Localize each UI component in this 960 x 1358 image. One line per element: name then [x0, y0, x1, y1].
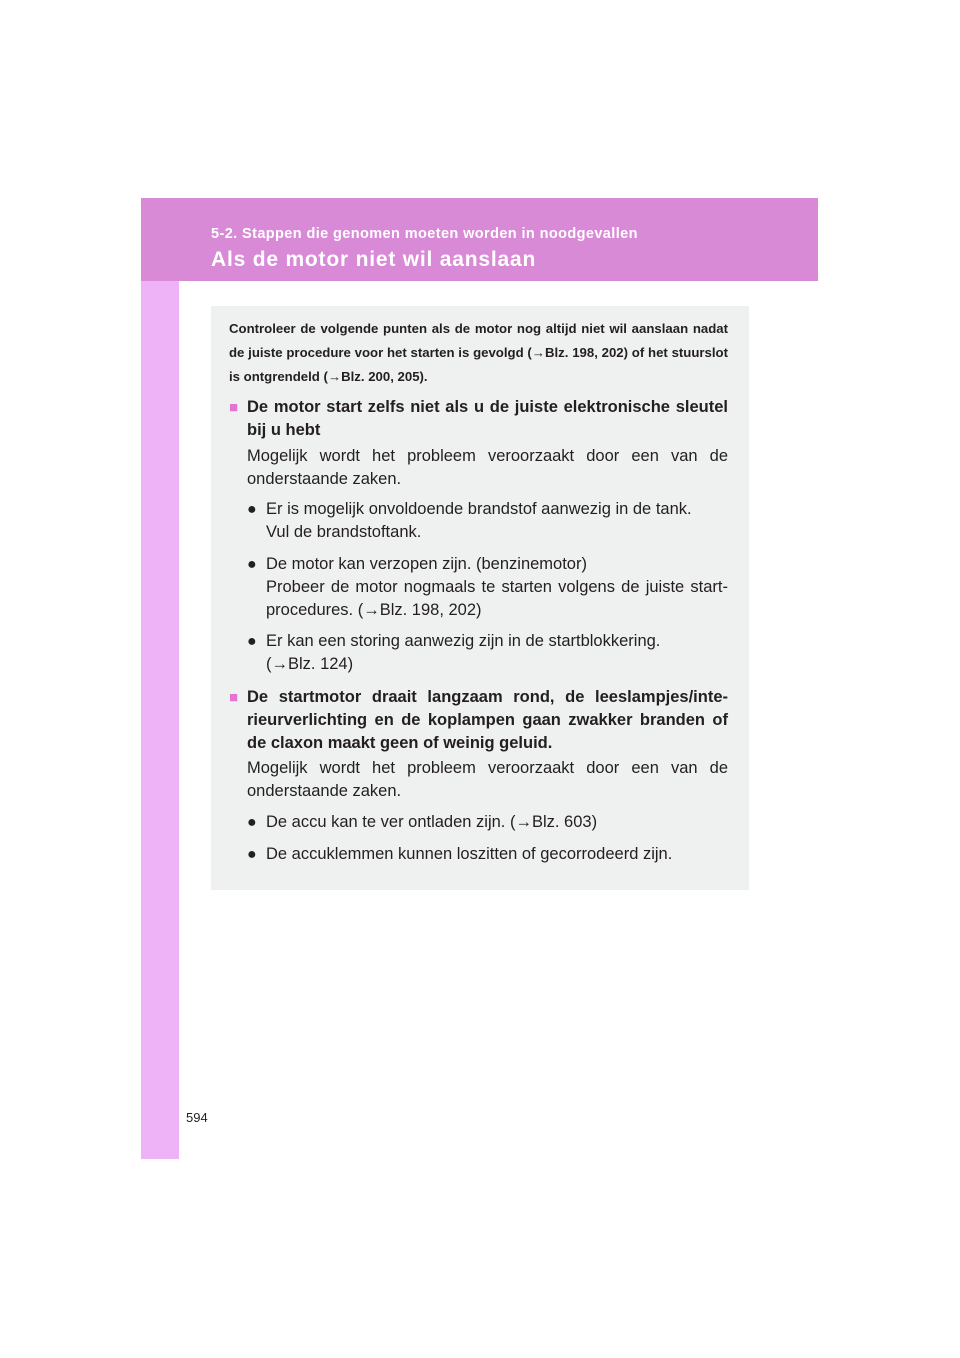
round-bullet-icon: ● — [247, 501, 257, 518]
round-bullet-icon: ● — [247, 556, 257, 573]
section-text: Mogelijk wordt het probleem veroorzaakt door een van de onderstaande zaken. — [247, 447, 728, 488]
section-title: 5-2. Stappen die genomen moeten worden in noodgevallen — [211, 226, 638, 242]
list-item — [247, 630, 728, 676]
page-title: Als de motor niet wil aanslaan — [211, 248, 537, 271]
list-item — [247, 811, 728, 834]
section-text: Mogelijk wordt het probleem veroorzaakt door een van de onderstaande zaken. — [247, 759, 728, 800]
list-item-subtext: (→Blz. 124) — [266, 655, 354, 673]
round-bullet-icon: ● — [247, 633, 257, 650]
list-item — [247, 498, 728, 544]
list-item-text: De accuklemmen kunnen loszitten of gecorrodeerd zijn. — [266, 845, 673, 863]
section-heading-text: De startmotor draait langzaam rond, de leeslampjes/inte-rieurverlichting en de koplampen gaan zwakker branden of de claxon maakt geen of weinig geluid. — [247, 688, 728, 752]
list-item — [247, 553, 728, 622]
list-item-subtext: Vul de brandstoftank. — [266, 523, 422, 541]
list-item — [247, 843, 728, 866]
square-bullet-icon: ■ — [229, 399, 239, 416]
list-item-text: Er is mogelijk onvoldoende brandstof aanwezig in de tank. — [266, 500, 692, 518]
round-bullet-icon: ● — [247, 814, 257, 831]
list-item-text: De accu kan te ver ontladen zijn. (→Blz. 603) — [266, 813, 598, 831]
list-item-text: De motor kan verzopen zijn. (benzinemotor) — [266, 555, 587, 573]
list-item-subtext: Probeer de motor nogmaals te starten volgens de juiste start-procedures. (→Blz. 198, 202) — [266, 578, 728, 619]
section-heading — [229, 396, 728, 442]
round-bullet-icon: ● — [247, 846, 257, 863]
intro-text: Controleer de volgende punten als de motor nog altijd niet wil aanslaan nadat de juiste procedure voor het starten is gevolgd (→Blz. 198, 202) of het stuurslot is ontgrendeld (→Blz. 200, 205). — [229, 321, 728, 384]
square-bullet-icon: ■ — [229, 689, 239, 706]
list-item-text: Er kan een storing aanwezig zijn in de startblokkering. — [266, 632, 661, 650]
section-heading — [229, 686, 728, 755]
section-heading-text: De motor start zelfs niet als u de juiste elektronische sleutel bij u hebt — [247, 398, 728, 439]
page-number: 594 — [186, 1110, 208, 1125]
side-strip — [141, 198, 179, 1159]
